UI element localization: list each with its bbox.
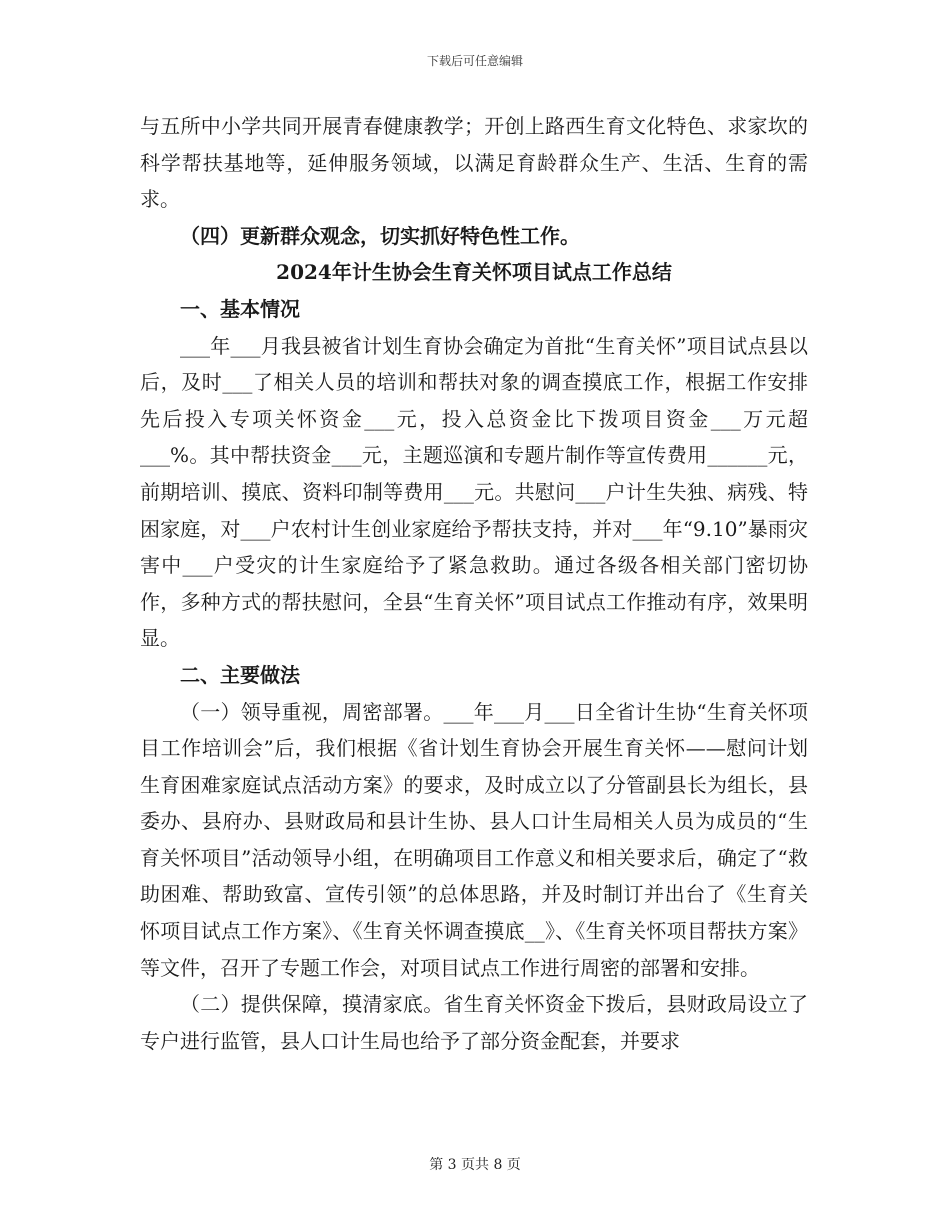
page-footer: 第 3 页共 8 页 (429, 1157, 521, 1173)
paragraph-leadership: （一）领导重视，周密部署。___年___月___日全省计生协“生育关怀项目工作培训会”后，我们根据《省计划生育协会开展生育关怀——慰问计划生育困难家庭试点活动方案》的要求，及时成立以了分管副县长为组长，县委办、县府办、县财政局和县计生协、县人口计生局相关人员为成员的“生育关怀项目”活动领导小组，在明确项目工作意义和相关要求后，确定了“救助困难、帮助致富、宣传引领”的总体思路，并及时制订并出台了《生育关怀项目试点工作方案》、《生育关怀调查摸底__》、《生育关怀项目帮扶方案》等文件，召开了专题工作会，对项目试点工作进行周密的部署和安排。 (140, 699, 808, 980)
section-four-heading: （四）更新群众观念，切实抓好特色性工作。 (180, 223, 580, 248)
document-title: 2024年计生协会生育关怀项目试点工作总结 (276, 260, 672, 285)
document-body (140, 108, 808, 1059)
continuation-paragraph: 与五所中小学共同开展青春健康教学；开创上路西生育文化特色、求家坎的科学帮扶基地等，延伸服务领域，以满足育龄群众生产、生活、生育的需求。 (140, 114, 808, 212)
page-header: 下载后可任意编辑 (426, 54, 523, 68)
paragraph-basic-situation: ___年___月我县被省计划生育协会确定为首批“生育关怀”项目试点县以后，及时___了相关人员的培训和帮扶对象的调查摸底工作，根据工作安排先后投入专项关怀资金___元，投入总资金比下拨项目资金___万元超___%。其中帮扶资金___元，主题巡演和专题片制作等宣传费用______元，前期培训、摸底、资料印制等费用___元。共慰问___户计生失独、病残、特困家庭，对___户农村计生创业家庭给予帮扶支持，并对___年“9.10”暴雨灾害中___户受灾的计生家庭给予了紧急救助。通过各级各相关部门密切协作，多种方式的帮扶慰问，全县“生育关怀”项目试点工作推动有序，效果明显。 (140, 333, 808, 651)
paragraph-guarantee: （二）提供保障，摸清家底。省生育关怀资金下拨后，县财政局设立了专户进行监管，县人口计生局也给予了部分资金配套，并要求 (140, 992, 808, 1053)
heading-main-practices: 二、主要做法 (180, 662, 300, 687)
heading-basic-situation: 一、基本情况 (180, 296, 300, 321)
